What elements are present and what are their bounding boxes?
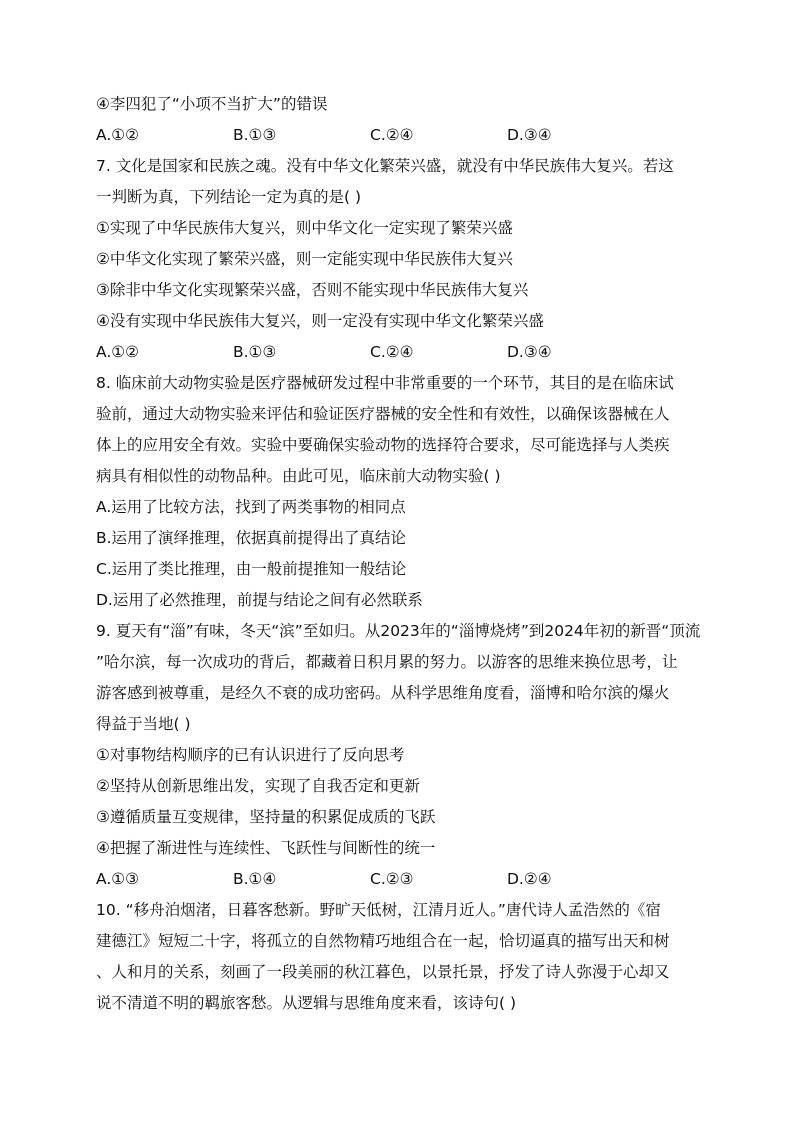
q7-item-1: ①实现了中华民族伟大复兴，则中华文化一定实现了繁荣兴盛 [96,219,513,237]
q9-option-c: C.②③ [370,870,414,888]
q8-stem-line-1: 8. 临床前大动物实验是医疗器械研发过程中非常重要的一个环节，其目的是在临床试 [96,374,674,392]
q8-stem-line-4: 病具有相似性的动物品种。由此可见，临床前大动物实验( ) [96,467,501,485]
q7-option-a: A.①② [96,343,140,361]
q8-choice-a: A.运用了比较方法，找到了两类事物的相同点 [96,498,406,516]
q8-choice-b: B.运用了演绎推理，依据真前提得出了真结论 [96,529,407,547]
q6-option-b: B.①③ [233,126,277,144]
q7-option-d: D.③④ [507,343,552,361]
q7-item-4: ④没有实现中华民族伟大复兴，则一定没有实现中华文化繁荣兴盛 [96,312,544,330]
q9-stem-line-3: 游客感到被尊重，是经久不衰的成功密码。从科学思维角度看，淄博和哈尔滨的爆火 [96,684,670,702]
q6-option-c: C.②④ [370,126,414,144]
q8-choice-c: C.运用了类比推理，由一般前提推知一般结论 [96,560,407,578]
q10-stem-line-1: 10. “移舟泊烟渚，日暮客愁新。野旷天低树，江清月近人。”唐代诗人孟浩然的《宿 [96,901,661,919]
q8-choice-d: D.运用了必然推理，前提与结论之间有必然联系 [96,591,423,609]
q9-option-a: A.①③ [96,870,140,888]
q10-stem-line-2: 建德江》短短二十字，将孤立的自然物精巧地组合在一起，恰切逼真的描写出天和树 [96,932,670,950]
q8-stem-line-2: 验前，通过大动物实验来评估和验证医疗器械的安全性和有效性，以确保该器械在人 [96,405,670,423]
q9-stem-line-1: 9. 夏天有“淄”有味，冬天“滨”至如归。从2023年的“淄博烧烤”到2024年初的新晋“顶流 [96,622,701,640]
q7-stem-line-1: 7. 文化是国家和民族之魂。没有中华文化繁荣兴盛，就没有中华民族伟大复兴。若这 [96,157,674,175]
q7-option-c: C.②④ [370,343,414,361]
q7-stem-line-2: 一判断为真，下列结论一定为真的是( ) [96,188,362,206]
q7-options [96,337,706,368]
q10-stem-line-3: 、人和月的关系，刻画了一段美丽的秋江暮色，以景托景，抒发了诗人弥漫于心却又 [96,963,670,981]
question-content [96,89,706,1019]
q9-stem-line-4: 得益于当地( ) [96,715,191,733]
q9-item-1: ①对事物结构顺序的已有认识进行了反向思考 [96,746,405,764]
q10-stem-line-4: 说不清道不明的羁旅客愁。从逻辑与思维角度来看，该诗句( ) [96,994,517,1012]
q6-item-4: ④李四犯了“小项不当扩大”的错误 [96,95,328,113]
q9-stem-line-2: ”哈尔滨，每一次成功的背后，都藏着日积月累的努力。以游客的思维来换位思考，让 [96,653,678,671]
q6-option-d: D.③④ [507,126,552,144]
q6-option-a: A.①② [96,126,140,144]
q9-item-4: ④把握了渐进性与连续性、飞跃性与间断性的统一 [96,839,436,857]
q7-item-2: ②中华文化实现了繁荣兴盛，则一定能实现中华民族伟大复兴 [96,250,513,268]
q6-options [96,120,706,151]
q7-option-b: B.①③ [233,343,277,361]
q8-stem-line-3: 体上的应用安全有效。实验中要确保实验动物的选择符合要求，尽可能选择与人类疾 [96,436,670,454]
q9-option-b: B.①④ [233,870,277,888]
q9-options [96,864,706,895]
q9-item-2: ②坚持从创新思维出发，实现了自我否定和更新 [96,777,420,795]
q9-option-d: D.②④ [507,870,552,888]
q9-item-3: ③遵循质量互变规律，坚持量的积累促成质的飞跃 [96,808,436,826]
q7-item-3: ③除非中华文化实现繁荣兴盛，否则不能实现中华民族伟大复兴 [96,281,529,299]
